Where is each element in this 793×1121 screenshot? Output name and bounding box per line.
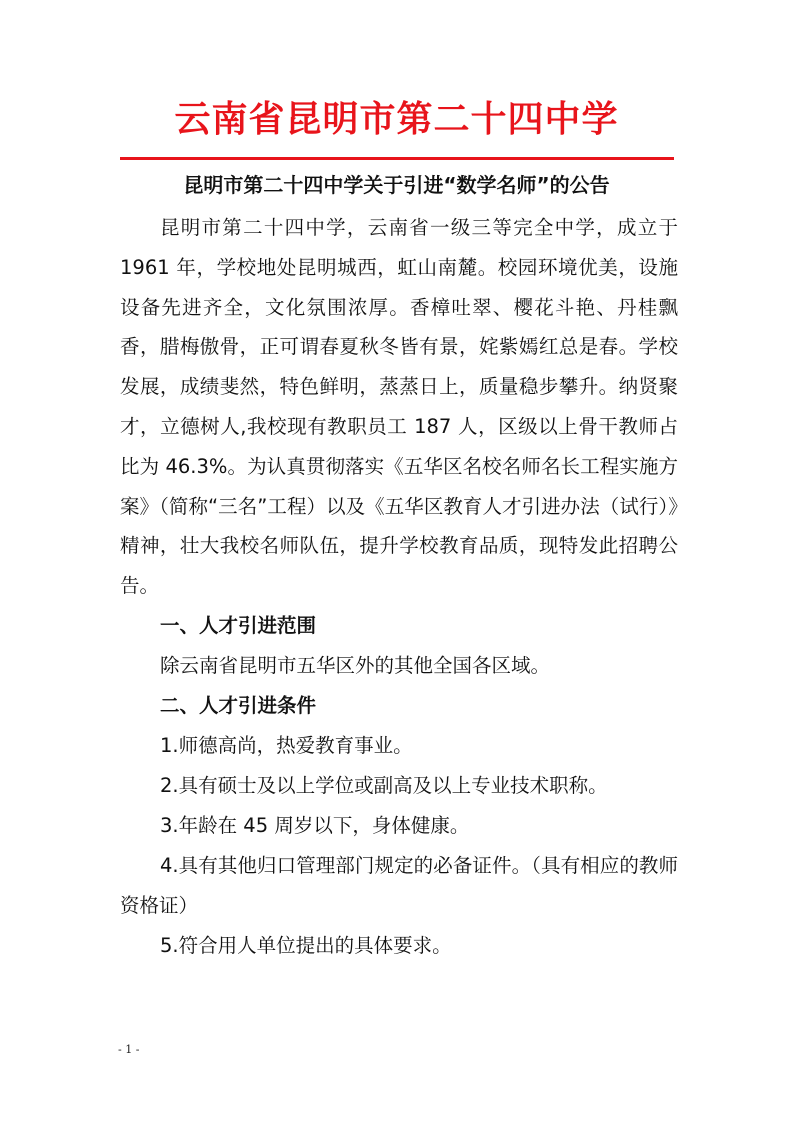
school-name-header: 云南省昆明市第二十四中学: [174, 99, 619, 140]
notice-title: 昆明市第二十四中学关于引进“数学名师”的公告: [183, 173, 610, 197]
document-body: [120, 208, 678, 966]
page-number: - 1 -: [118, 1043, 140, 1056]
condition-item: 3.年龄在 45 周岁以下，身体健康。: [160, 813, 470, 837]
red-divider-line: [120, 157, 674, 160]
intro-paragraph: 昆明市第二十四中学，云南省一级三等完全中学，成立于 1961 年，学校地处昆明城西，虹山南麓。校园环境优美，设施设备先进齐全，文化氛围浓厚。香樟吐翠、樱花斗艳、丹桂飘香，腊梅傲骨，正可谓春夏秋冬皆有景，姹紫嫣红总是春。学校发展，成绩斐然，特色鲜明，蒸蒸日上，质量稳步攀升。纳贤聚才，立德树人,我校现有教职员工 187 人，区级以上骨干教师占比为 46.3%。为认真贯彻落实《五华区名校名师名长工程实施方案》（简称“三名”工程）以及《五华区教育人才引进办法（试行）》精神，壮大我校名师队伍，提升学校教育品质，现特发此招聘公告。: [120, 216, 678, 598]
section-heading-conditions: 二、人才引进条件: [160, 693, 317, 717]
section-text-scope: 除云南省昆明市五华区外的其他全国各区域。: [160, 653, 551, 677]
condition-item: 2.具有硕士及以上学位或副高及以上专业技术职称。: [160, 773, 608, 797]
section-heading-scope: 一、人才引进范围: [160, 613, 317, 637]
condition-item: 4.具有其他归口管理部门规定的必备证件。（具有相应的教师资格证）: [120, 853, 678, 917]
condition-item: 5.符合用人单位提出的具体要求。: [160, 933, 452, 957]
condition-item: 1.师德高尚，热爱教育事业。: [160, 733, 413, 757]
